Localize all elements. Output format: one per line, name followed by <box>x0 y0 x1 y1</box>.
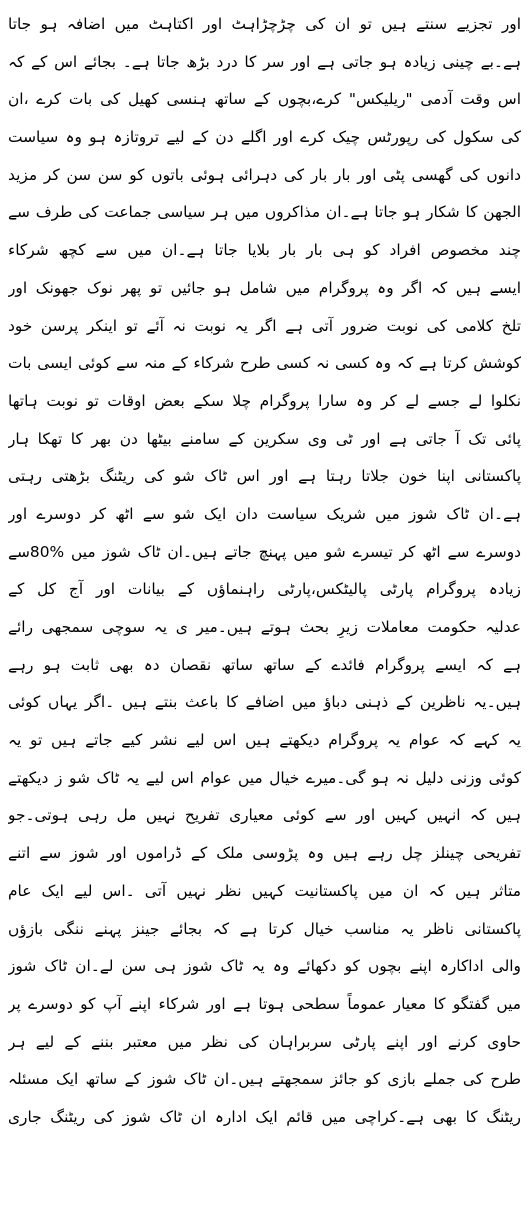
text-line: کوئی وزنی دلیل نہ ہو گی۔میرے خیال میں عوام اس لیے یہ ٹاک شو ز دیکھتے <box>8 768 521 787</box>
text-line: چند مخصوص افراد کو ہی بار بار بلایا جاتا ہے۔ان میں سے کچھ شرکاء <box>8 241 521 260</box>
text-line: ایسے ہیں کہ اگر وہ پروگرام میں شامل ہو جائیں تو پھر نوک جھونک اور <box>8 278 521 297</box>
text-line: پائی تک آ جاتی ہے اور ٹی وی سکرین کے سامنے بیٹھا دن بھر کا تھکا ہار <box>8 429 521 448</box>
text-line: اس وقت آدمی "ریلیکس" کرے،بچوں کے ساتھ ہنسی کھیل کی بات کرے ،ان <box>8 90 521 109</box>
text-line: متاثر ہیں کہ ان میں پاکستانیت کہیں نظر نہیں آتی ۔اس لیے ایک عام <box>8 881 521 900</box>
text-line: ہے کہ ایسے پروگرام فائدے کے ساتھ ساتھ نقصان دہ بھی ثابت ہو رہے <box>8 655 521 674</box>
text-line: دانوں کی گھسی پٹی اور بار بار کی دہرائی ہوئی باتوں کو سن سن کر مزید <box>8 165 521 184</box>
text-line: ہیں کہ انہیں کہیں اور سے کوئی معیاری تفریح نہیں مل رہی ہوتی۔جو <box>8 806 521 825</box>
text-line: طرح کی جملے بازی کو جائز سمجھتے ہیں۔ان ٹاک شوز کے ساتھ ایک مسئلہ <box>8 1070 521 1089</box>
text-line: ہے۔ان ٹاک شوز میں شریک سیاست دان ایک شو سے اٹھ کر دوسرے اور <box>8 504 521 523</box>
text-line: اور تجزیے سنتے ہیں تو ان کی چڑچڑاہٹ اور اکتاہٹ میں اضافہ ہو جاتا <box>8 15 521 33</box>
text-line: ہے۔بے چینی زیادہ ہو جاتی ہے اور سر کا درد بڑھ جاتا ہے۔ بجائے اس کے کہ <box>8 52 521 71</box>
article-body <box>8 6 521 1137</box>
text-line: تلخ کلامی کی نوبت ضرور آتی ہے اگر یہ نوبت نہ آئے تو اینکر پرسن خود <box>8 316 521 335</box>
text-line: ریٹنگ کا بھی ہے۔کراچی میں قائم ایک ادارہ ان ٹاک شوز کی ریٹنگ جاری <box>8 1107 521 1126</box>
text-line: دوسرے سے اٹھ کر تیسرے شو میں پہنچ جاتے ہیں۔ان ٹاک شوز میں %80سے <box>8 542 521 561</box>
text-line: میں گفتگو کا معیار عموماً سطحی ہوتا ہے اور شرکاء اپنے آپ کو دوسرے پر <box>8 994 521 1013</box>
text-line: نکلوا لے جسے لے کر وہ سارا پروگرام چلا سکے بعض اوقات تو نوبت ہاتھا <box>8 391 521 410</box>
text-line: پاکستانی اپنا خون جلاتا رہتا ہے اور اس ٹاک شو کی ریٹنگ بڑھتی رہتی <box>8 467 521 486</box>
text-line: عدلیہ حکومت معاملات زیرِ بحث ہوتے ہیں۔میر ی یہ سوچی سمجھی رائے <box>8 618 521 636</box>
text-line: الجھن کا شکار ہو جاتا ہے۔ان مذاکروں میں ہر سیاسی جماعت کی طرف سے <box>8 203 521 222</box>
text-line: یہ کہے کہ عوام یہ پروگرام دیکھتے ہیں اس لیے نشر کیے جاتے ہیں تو یہ <box>8 731 521 750</box>
text-line: والی اداکارہ اپنے بچوں کو دکھائے وہ یہ ٹاک شوز ہی سن لے۔ان ٹاک شوز <box>8 957 521 976</box>
text-line: کوشش کرتا ہے کہ وہ کسی نہ کسی طرح شرکاء کے منہ سے کوئی ایسی بات <box>8 354 521 373</box>
text-line: تفریحی چینلز چل رہے ہیں وہ پڑوسی ملک کے ڈراموں اور شوز سے اتنے <box>8 844 521 863</box>
text-line: پاکستانی ناظر یہ مناسب خیال کرتا ہے کہ بجائے جینز پہنے ننگی بازؤں <box>8 919 521 938</box>
text-line: کی سکول کی رپورٹس چیک کرے اور اگلے دن کے لیے تروتازہ ہو وہ سیاست <box>8 128 521 147</box>
text-line: زیادہ پروگرام پارٹی پالیٹکس،پارٹی راہنماؤں کے بیانات اور آج کل کے <box>8 580 521 599</box>
text-line: حاوی کرنے اور اپنے پارٹی سربراہان کی نظر میں معتبر بننے کے لیے ہر <box>8 1032 521 1051</box>
text-line: ہیں۔یہ ناظرین کے ذہنی دباؤ میں اضافے کا باعث بنتے ہیں ۔اگر یہاں کوئی <box>8 693 521 712</box>
